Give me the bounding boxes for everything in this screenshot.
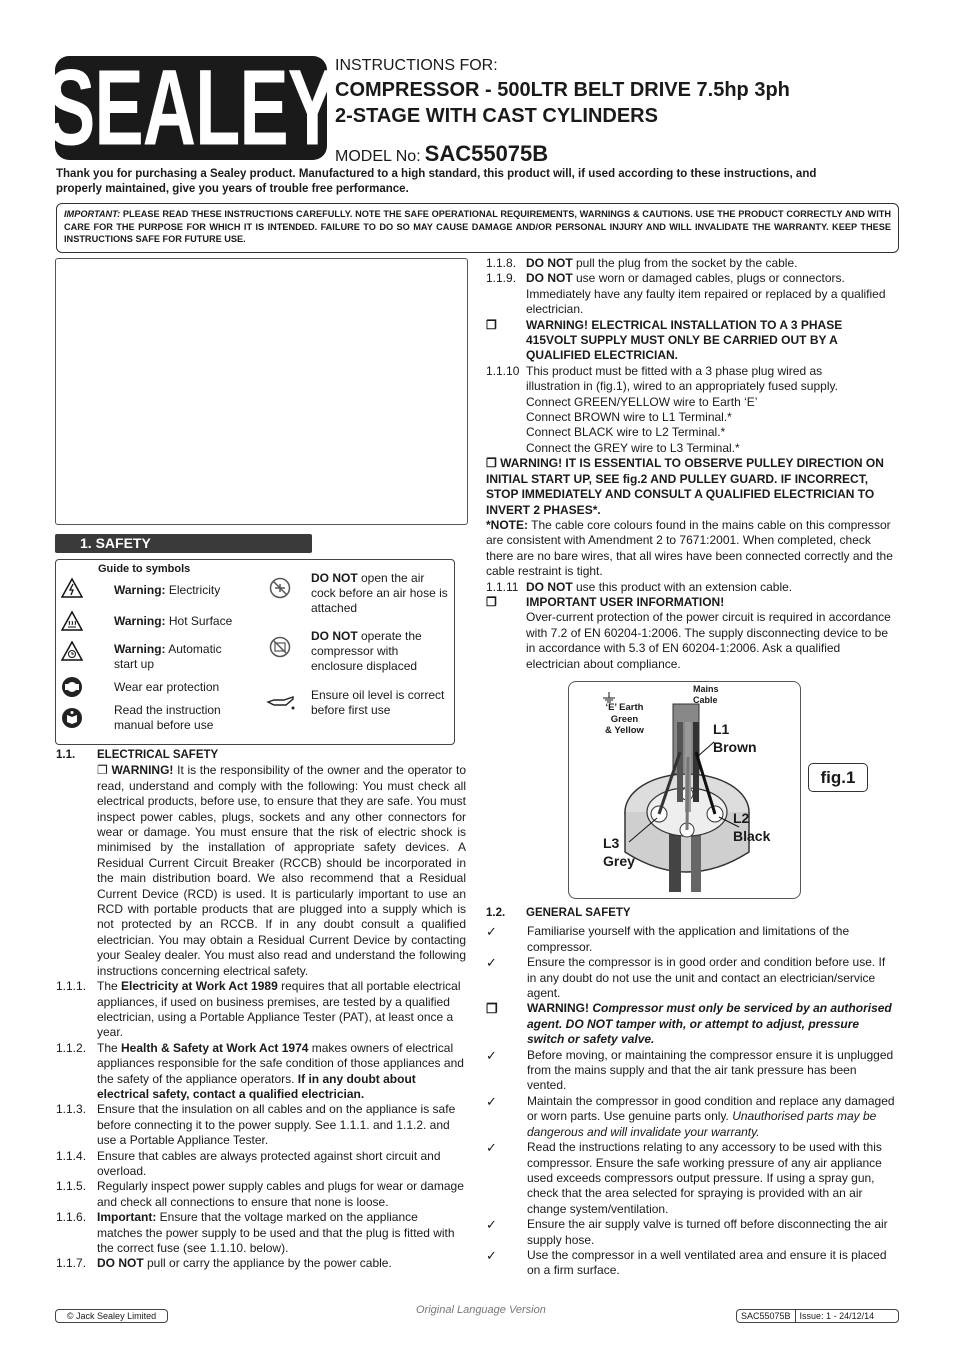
- footer-model: SAC55075B: [741, 1311, 791, 1321]
- no-enclosure-icon: [269, 636, 291, 658]
- general-item-5: ✓ Maintain the compressor in good condition and replace any damaged or worn parts. Use genuine parts only. Unauthorised parts may be dangerous and will invalidate your warranty.: [486, 1093, 895, 1139]
- sealey-logo: [45, 47, 337, 168]
- three-phase-warning: ❐ WARNING! ELECTRICAL INSTALLATION TO A 3 PHASE 415VOLT SUPPLY MUST ONLY BE CARRIED OUT BY A QUALIFIED ELECTRICIAN.: [486, 317, 843, 363]
- checkbox-icon: ❐: [97, 763, 112, 778]
- footer-model-issue: [736, 1309, 899, 1323]
- checkbox-icon: ❐: [486, 1001, 498, 1017]
- fig-l2-label: L2 Black: [733, 810, 771, 844]
- model-label: MODEL No:: [335, 148, 421, 165]
- checkbox-icon: ❐: [486, 317, 497, 332]
- general-safety-section: [486, 906, 896, 1279]
- footer-copyright: © Jack Sealey Limited: [55, 1309, 168, 1323]
- symbol-electricity: [61, 577, 91, 599]
- item-1-1-11: 1.1.11 DO NOT use this product with an extension cable.: [486, 579, 793, 594]
- electrical-safety-section: [56, 748, 466, 1272]
- title-line-1: COMPRESSOR - 500LTR BELT DRIVE 7.5hp 3ph: [335, 79, 790, 101]
- symbols-guide-title: Guide to symbols: [98, 563, 191, 575]
- symbol-no-enclosure: [269, 636, 299, 658]
- general-item-4: ✓ Before moving, or maintaining the compressor ensure it is unplugged from the mains supply and that the air tank pressure has been vented.: [486, 1047, 894, 1093]
- important-body: PLEASE READ THESE INSTRUCTIONS CAREFULLY. NOTE THE SAFE OPERATIONAL REQUIREMENTS, WARNINGS & CAUTIONS. USE THE PRODUCT CORRECTLY AND WITH CARE FOR THE PURPOSE FOR WHICH IT IS INTENDED. FAILURE TO DO SO MAY CAUSE DAMAGE AND/OR PERSONAL INJURY AND WILL INVALIDATE THE WARRANTY. KEEP THESE INSTRUCTIONS SAFE FOR FUTURE USE.: [64, 209, 891, 244]
- symbol-ear-protection: [61, 676, 91, 698]
- check-icon: ✓: [486, 1217, 497, 1233]
- cable-note: *NOTE: The cable core colours found in the mains cable on this compressor are consistent with Amendment 2 to 7671:2001. When completed, check there are no bare wires, that all wires have been connected correctly and the cable restraint is tight.: [486, 517, 893, 579]
- symbol-read-manual-label: Read the instruction manual before use: [114, 703, 221, 732]
- symbol-read-manual: [61, 707, 91, 729]
- symbols-guide: [55, 559, 455, 745]
- item-1-1-6: 1.1.6. Important: Ensure that the voltage marked on the appliance matches the power supply to be used and that the plug is fitted with the correct fuse (see 1.1.10. below).: [56, 1210, 455, 1255]
- important-prefix: IMPORTANT:: [64, 209, 121, 219]
- read-manual-icon: [61, 707, 83, 729]
- check-icon: ✓: [486, 924, 497, 940]
- symbol-ear-protection-label: Wear ear protection: [114, 680, 220, 694]
- instructions-for-label: INSTRUCTIONS FOR:: [335, 57, 498, 74]
- check-icon: ✓: [486, 1140, 497, 1156]
- general-item-1: ✓ Familiarise yourself with the application and limitations of the compressor.: [486, 924, 850, 954]
- hot-surface-warning-icon: [61, 610, 83, 632]
- general-item-3: ❐ WARNING! Compressor must only be serviced by an authorised agent. DO NOT tamper with, or attempt to adjust, pressure switch or safety valve.: [486, 1001, 892, 1047]
- symbol-hot-surface-label: Warning: Hot Surface: [114, 614, 233, 628]
- oil-level-icon: [266, 693, 296, 715]
- product-title: [335, 77, 790, 129]
- item-1-1-3: 1.1.3. Ensure that the insulation on all cables and on the appliance is safe before connecting it to the power supply. See 1.1.1. and 1.1.2. and use a Portable Appliance Tester.: [56, 1102, 456, 1148]
- user-info-title: ❐ IMPORTANT USER INFORMATION!: [486, 594, 725, 609]
- check-icon: ✓: [486, 1093, 497, 1109]
- general-item-7: ✓ Ensure the air supply valve is turned off before disconnecting the air supply hose.: [486, 1217, 888, 1247]
- item-1-1-4: 1.1.4. Ensure that cables are always protected against short circuit and overload.: [56, 1148, 441, 1178]
- user-info-body: Over-current protection of the power circuit is required in accordance with 7.2 of EN 60204-1:2006. The supply disconnecting device to be in accordance with 5.3 of EN 60204-1:2006. Ask a qualified electrician about compliance.: [526, 610, 891, 671]
- fig-mains-cable-label: Mains Cable: [693, 684, 719, 705]
- important-notice: [56, 203, 899, 253]
- general-item-8: ✓ Use the compressor in a well ventilated area and ensure it is placed on a firm surface.: [486, 1247, 887, 1278]
- symbol-electricity-label: Warning: Electricity: [114, 583, 221, 597]
- fig-earth-label: ‘E’ Earth Green & Yellow: [605, 702, 644, 736]
- symbol-automatic-start-label: Warning: Automatic start up: [114, 642, 222, 671]
- symbol-automatic-start: [61, 640, 91, 662]
- general-safety-heading: 1.2. GENERAL SAFETY: [486, 907, 631, 919]
- symbol-oil-level: [266, 693, 304, 715]
- fig-l1-label: L1 Brown: [713, 721, 757, 755]
- section-heading-safety: 1. SAFETY: [55, 534, 312, 553]
- symbol-no-enclosure-label: DO NOT operate the compressor with enclosure displaced: [311, 629, 422, 673]
- fig1-wiring-diagram: [568, 681, 801, 899]
- logo-text: SEALEY: [45, 47, 337, 168]
- electrical-safety-heading: 1.1. ELECTRICAL SAFETY: [56, 749, 219, 761]
- footer-original-language: Original Language Version: [416, 1304, 546, 1316]
- general-item-2: ✓ Ensure the compressor is in good order and condition before use. If in any doubt do not use the unit and contact an electrician/service agent.: [486, 955, 886, 1001]
- item-1-1-7: 1.1.7. DO NOT pull or carry the appliance by the power cable.: [56, 1256, 392, 1271]
- ear-protection-icon: [61, 676, 83, 698]
- check-icon: ✓: [486, 955, 497, 971]
- model-number-row: [335, 141, 548, 167]
- symbol-oil-level-label: Ensure oil level is correct before first use: [311, 688, 445, 717]
- electrical-warning: ❐ WARNING! It is the responsibility of the owner and the operator to read, understand and comply with the following: You must check all electrical products, before use, to ensure that they are safe. You must inspect power cables, plugs, sockets and any other connectors for wear or damage. You must ensure that the risk of electric shock is minimised by the installation of appropriate safety devices. A Residual Current Circuit Breaker (RCCB) should be incorporated in the main distribution board. We also recommend that a Residual Current Device (RCD) is used. It is particularly important to use an RCD with portable products that are plugged into a supply which is not protected by an RCCB. If in any doubt consult a qualified electrician. You may obtain a Residual Current Device by contacting your Sealey dealer. You must also read and understand the following instructions concerning electrical safety.: [97, 763, 466, 978]
- pulley-warning: ❐ WARNING! IT IS ESSENTIAL TO OBSERVE PULLEY DIRECTION ON INITIAL START UP, SEE fig.2 AND PULLEY GUARD. IF INCORRECT, STOP IMMEDIATELY AND CONSULT A QUALIFIED ELECTRICIAN TO INVERT 2 PHASES*.: [486, 456, 884, 517]
- item-1-1-9: 1.1.9. DO NOT use worn or damaged cables, plugs or connectors. Immediately have any faulty item repaired or replaced by a qualified electrician.: [486, 271, 886, 317]
- symbol-no-air-cock: [269, 577, 299, 599]
- item-1-1-5: 1.1.5. Regularly inspect power supply cables and plugs for wear or damage and check all connections to ensure that none is loose.: [56, 1179, 464, 1209]
- general-item-6: ✓ Read the instructions relating to any accessory to be used with this compressor. Ensure the safe working pressure of any air appliance used exceeds compressors output pressure. If using a spray gun, check that the area selected for spraying is provided with an air change system/ventilation.: [486, 1140, 882, 1216]
- checkbox-icon: ❐: [486, 594, 497, 609]
- item-1-1-8: 1.1.8. DO NOT pull the plug from the socket by the cable.: [486, 256, 798, 270]
- item-1-1-10: 1.1.10 This product must be fitted with a 3 phase plug wired as illustration in (fig.1), wired to an appropriately fused supply. Connect GREEN/YELLOW wire to Earth ‘E’ Connect BROWN wire to L1 Terminal.* Connect BLACK wire to L2 Terminal.* Connect the GREY wire to L3 Terminal.*: [486, 363, 838, 455]
- fig1-label: fig.1: [808, 763, 868, 792]
- intro-text: Thank you for purchasing a Sealey product. Manufactured to a high standard, this product will, if used according to these instructions, and properly maintained, give you years of trouble free performance.: [56, 168, 817, 195]
- footer-issue: Issue: 1 - 24/12/14: [795, 1310, 879, 1322]
- automatic-start-warning-icon: [61, 640, 83, 662]
- item-1-1-2: 1.1.2. The Health & Safety at Work Act 1974 makes owners of electrical appliances responsible for the safe condition of those appliances and the safety of the appliance operators. If in any doubt about electrical safety, contact a qualified electrician.: [56, 1040, 464, 1101]
- check-icon: ✓: [486, 1047, 497, 1063]
- symbol-hot-surface: [61, 610, 91, 632]
- fig-l3-label: L3 Grey: [603, 835, 635, 869]
- symbol-no-air-cock-label: DO NOT open the air cock before an air hose is attached: [311, 571, 448, 615]
- checkbox-icon: ❐: [486, 456, 501, 471]
- item-1-1-1: 1.1.1. The Electricity at Work Act 1989 requires that all portable electrical appliances, if used on business premises, are tested by a qualified electrician, using a Portable Appliance Tester (PAT), at least once a year.: [56, 979, 461, 1040]
- check-icon: ✓: [486, 1247, 497, 1263]
- model-number: SAC55075B: [424, 141, 549, 166]
- right-column-upper: [486, 256, 896, 672]
- no-air-cock-icon: [269, 577, 291, 599]
- electricity-warning-icon: [61, 577, 83, 599]
- title-line-2: 2-STAGE WITH CAST CYLINDERS: [335, 105, 658, 127]
- product-image-placeholder: [55, 258, 468, 525]
